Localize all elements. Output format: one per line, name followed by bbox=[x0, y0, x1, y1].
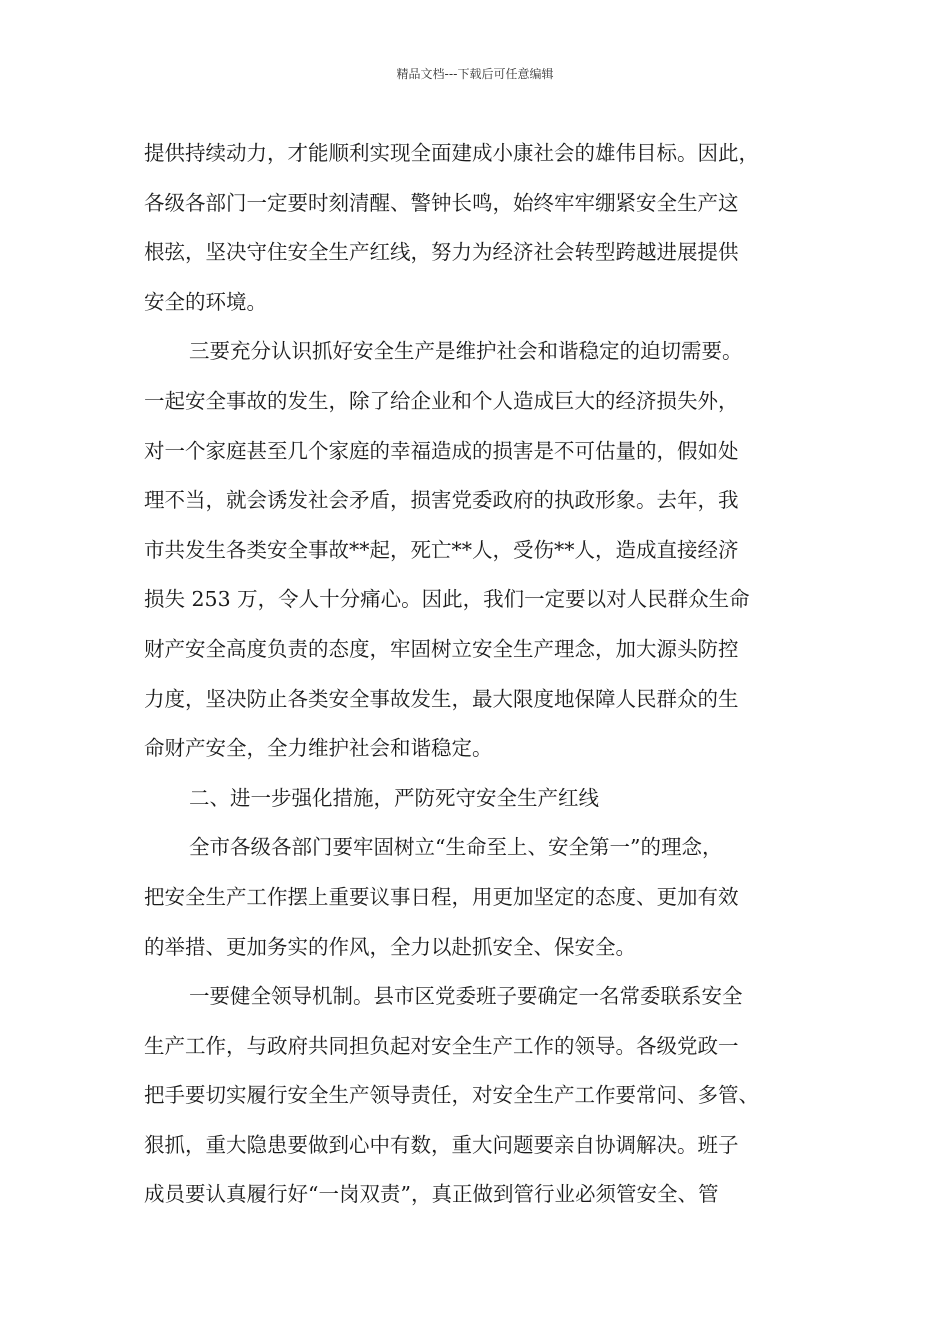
text-line: 安全的环境。 bbox=[144, 289, 267, 314]
text-line: 提供持续动力，才能顺利实现全面建成小康社会的雄伟目标。因此， bbox=[144, 141, 759, 165]
text-line: 各级各部门一定要时刻清醒、警钟长鸣，始终牢牢绷紧安全生产这 bbox=[144, 190, 739, 215]
text-line: 把手要切实履行安全生产领导责任，对安全生产工作要常问、多管、 bbox=[144, 1083, 759, 1108]
text-line: 损失 253 万，令人十分痛心。因此，我们一定要以对人民群众生命 bbox=[144, 587, 750, 612]
text-line: 一起安全事故的发生，除了给企业和个人造成巨大的经济损失外， bbox=[144, 388, 739, 413]
text-line: 全市各级各部门要牢固树立“生命至上、安全第一”的理念， bbox=[189, 835, 723, 860]
page-header: 精品文档---下载后可任意编辑 bbox=[396, 67, 554, 81]
text-line: 的举措、更加务实的作风，全力以赴抓安全、保安全。 bbox=[144, 934, 636, 959]
text-line: 对一个家庭甚至几个家庭的幸福造成的损害是不可估量的，假如处 bbox=[144, 438, 739, 463]
body-text bbox=[144, 129, 812, 1220]
text-line: 命财产安全，全力维护社会和谐稳定。 bbox=[144, 736, 493, 761]
text-line: 财产安全高度负责的态度，牢固树立安全生产理念，加大源头防控 bbox=[144, 636, 739, 661]
text-line: 生产工作，与政府共同担负起对安全生产工作的领导。各级党政一 bbox=[144, 1033, 739, 1058]
text-line: 二、进一步强化措施，严防死守安全生产红线 bbox=[189, 785, 599, 810]
text-line: 力度，坚决防止各类安全事故发生，最大限度地保障人民群众的生 bbox=[144, 686, 739, 711]
text-line: 市共发生各类安全事故**起，死亡**人，受伤**人，造成直接经济 bbox=[144, 537, 739, 562]
text-line: 三要充分认识抓好安全生产是维护社会和谐稳定的迫切需要。 bbox=[189, 339, 743, 364]
text-line: 狠抓，重大隐患要做到心中有数，重大问题要亲自协调解决。班子 bbox=[144, 1132, 739, 1157]
text-line: 根弦，坚决守住安全生产红线，努力为经济社会转型跨越进展提供 bbox=[144, 240, 739, 265]
text-line: 成员要认真履行好“一岗双责”，真正做到管行业必须管安全、管 bbox=[144, 1182, 719, 1207]
text-line: 理不当，就会诱发社会矛盾，损害党委政府的执政形象。去年，我 bbox=[144, 488, 739, 513]
text-line: 把安全生产工作摆上重要议事日程，用更加坚定的态度、更加有效 bbox=[144, 884, 739, 909]
text-line: 一要健全领导机制。县市区党委班子要确定一名常委联系安全 bbox=[189, 984, 743, 1009]
